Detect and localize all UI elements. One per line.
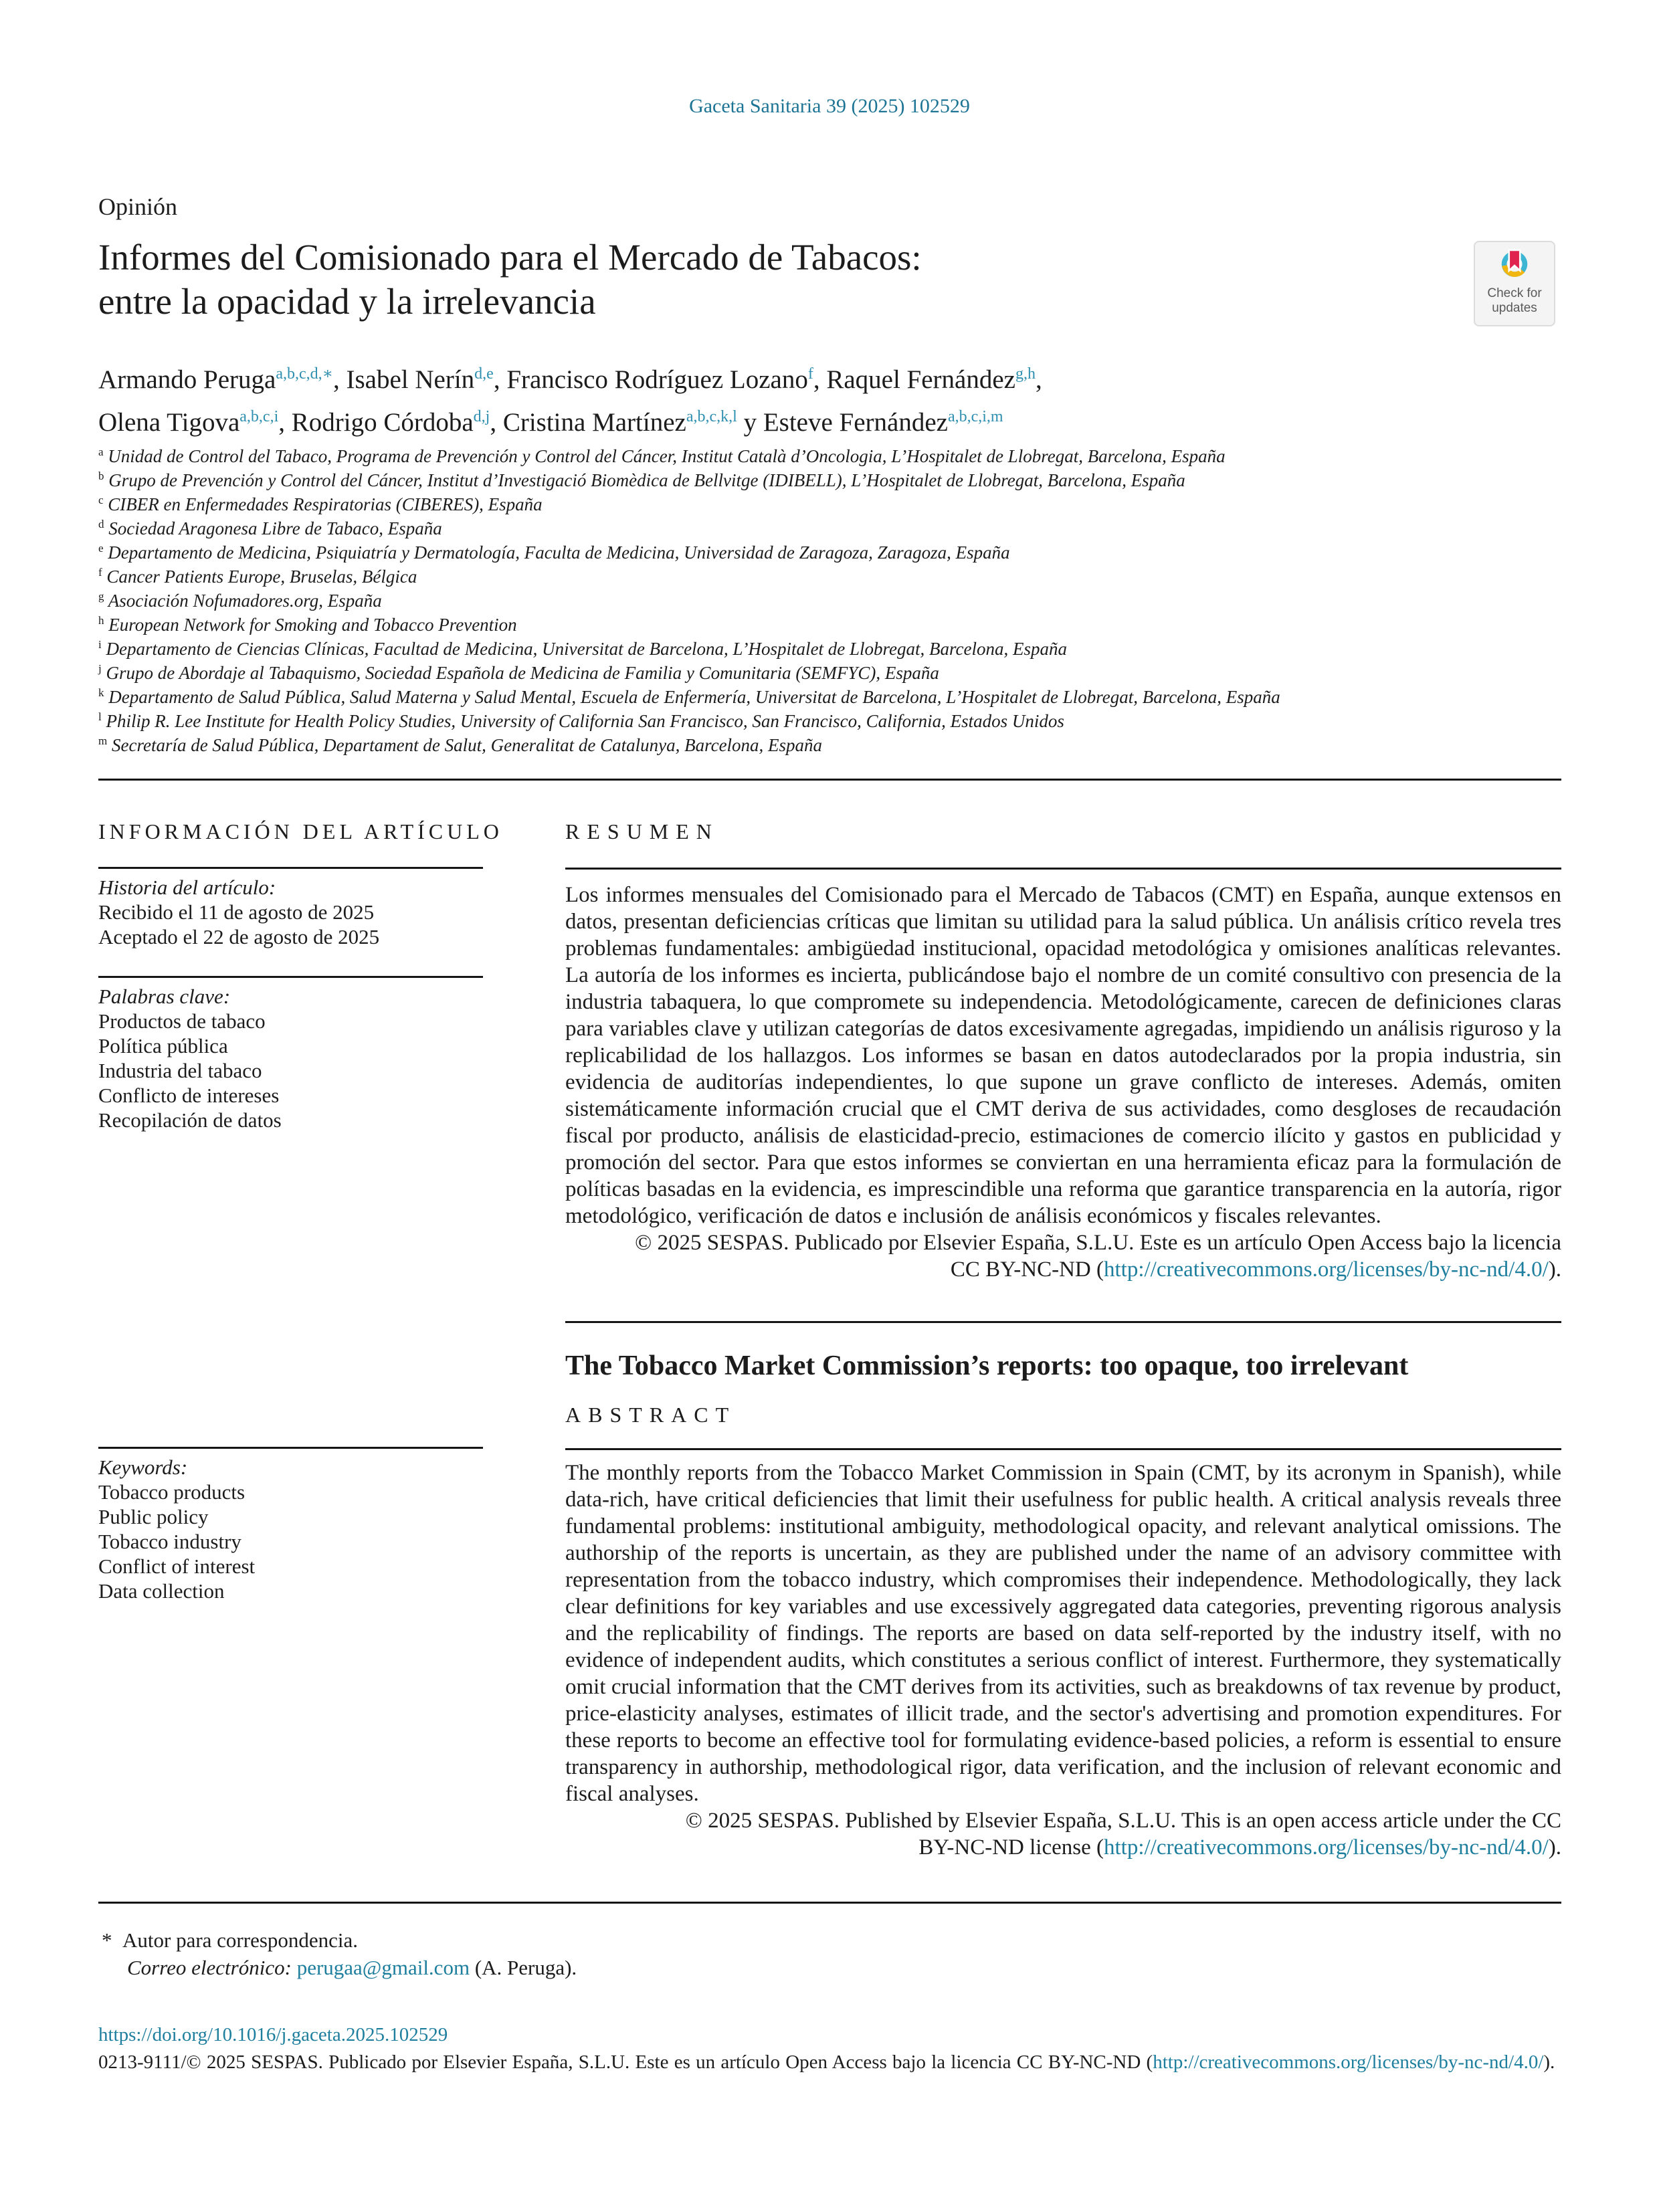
affiliation: $^f$ Cancer Patients Europe, Bruselas, Bélgica bbox=[98, 566, 417, 587]
author-affil-sup: d,e bbox=[474, 365, 494, 383]
history-received: Recibido el 11 de agosto de 2025 bbox=[98, 900, 375, 924]
history-accepted: Aceptado el 22 de agosto de 2025 bbox=[98, 925, 380, 948]
history-label: Historia del artículo: bbox=[98, 876, 276, 899]
author-affil-sup: g,h bbox=[1015, 365, 1036, 383]
affiliation: $^m$ Secretaría de Salud Pública, Departament de Salut, Generalitat de Catalunya, Barcelona, España bbox=[98, 734, 823, 755]
footnote-marker: * bbox=[102, 1928, 112, 1952]
footnote-text: Autor para correspondencia. bbox=[122, 1928, 359, 1952]
email-link[interactable]: perugaa@gmail.com bbox=[296, 1956, 470, 1979]
keyword: Public policy bbox=[98, 1505, 209, 1528]
keywords-es bbox=[98, 984, 483, 1132]
keywords-en-label: Keywords: bbox=[98, 1455, 188, 1479]
abstracts-column bbox=[565, 819, 1561, 1859]
author: Isabel Nerín bbox=[346, 365, 475, 394]
issn-copyright-line: 0213-9111/© 2025 SESPAS. Publicado por Elsevier España, S.L.U. Este es un artículo Open Access bajo la licencia CC BY-NC-ND (http://creativecommons.org/licenses/by-nc-nd/4.0/). bbox=[98, 2051, 1555, 2073]
divider bbox=[98, 976, 483, 978]
abstract-section bbox=[565, 1460, 1561, 1861]
keyword: Data collection bbox=[98, 1579, 225, 1603]
doi-link[interactable]: https://doi.org/10.1016/j.gaceta.2025.102529 bbox=[98, 2024, 448, 2045]
author-affil-sup: a,b,c,i bbox=[239, 408, 279, 425]
header-divider bbox=[98, 779, 1561, 781]
keyword: Conflicto de intereses bbox=[98, 1084, 280, 1107]
cc-license-link[interactable]: http://creativecommons.org/licenses/by-nc-nd/4.0/ bbox=[1104, 1835, 1549, 1859]
footnote-divider bbox=[98, 1902, 1561, 1904]
author: Armando Peruga bbox=[98, 365, 276, 394]
article-info-heading: INFORMACIÓN DEL ARTÍCULO bbox=[98, 819, 503, 843]
affiliation: $^d$ Sociedad Aragonesa Libre de Tabaco, España bbox=[98, 518, 442, 538]
page-footer bbox=[98, 2021, 1561, 2076]
divider bbox=[98, 1447, 483, 1449]
author-line-1: Armando Peruga$^{a,b,c,d,∗}$, Isabel Nerín$^{d,e}$, Francisco Rodríguez Lozano$^f$, Raquel Fernández$^{g,h}$, bbox=[98, 365, 1042, 394]
author-affil-sup: a,b,c,k,l bbox=[686, 408, 737, 425]
article-title-line2: entre la opacidad y la irrelevancia bbox=[98, 281, 596, 322]
keyword: Recopilación de datos bbox=[98, 1108, 282, 1132]
divider bbox=[565, 1321, 1561, 1323]
author: Cristina Martínez bbox=[502, 408, 686, 437]
affiliation: $^e$ Departamento de Medicina, Psiquiatría y Dermatología, Faculta de Medicina, Universidad de Zaragoza, Zaragoza, España bbox=[98, 542, 1010, 563]
article-info-column bbox=[98, 819, 503, 1603]
affiliation: $^j$ Grupo de Abordaje al Tabaquismo, Sociedad Española de Medicina de Familia y Comunitaria (SEMFYC), España bbox=[98, 662, 939, 683]
author-affil-sup: a,b,c,i,m bbox=[947, 408, 1003, 425]
author-affil-sup: a,b,c,d,∗ bbox=[276, 365, 333, 383]
affiliation: $^b$ Grupo de Prevención y Control del Cáncer, Institut d’Investigació Biomèdica de Bellvitge (IDIBELL), L’Hospitalet de Llobregat, Barcelona, España bbox=[98, 470, 1185, 490]
resumen-section bbox=[565, 882, 1561, 1283]
keywords-en bbox=[98, 1447, 483, 1603]
author-affil-sup: d,j bbox=[473, 408, 490, 425]
correspondence-footnote bbox=[102, 1926, 1038, 1981]
email-suffix: (A. Peruga). bbox=[470, 1956, 577, 1979]
keyword: Productos de tabaco bbox=[98, 1009, 266, 1033]
resumen-heading: RESUMEN bbox=[565, 819, 719, 843]
affiliation: $^c$ CIBER en Enfermedades Respiratorias (CIBERES), España bbox=[98, 494, 543, 514]
email-label: Correo electrónico: bbox=[127, 1956, 292, 1979]
keyword: Conflict of interest bbox=[98, 1554, 256, 1578]
keywords-es-label: Palabras clave: bbox=[98, 985, 231, 1008]
keyword: Industria del tabaco bbox=[98, 1059, 262, 1082]
keyword: Tobacco products bbox=[98, 1480, 246, 1504]
abstract-heading: ABSTRACT bbox=[565, 1403, 737, 1427]
article-title-line1: Informes del Comisionado para el Mercado de Tabacos: bbox=[98, 237, 922, 278]
author-line-2: Olena Tigova$^{a,b,c,i}$, Rodrigo Córdoba$^{d,j}$, Cristina Martínez$^{a,b,c,k,l}$ y Esteve Fernández$^{a,b,c,i,m}$ bbox=[98, 408, 1003, 437]
author: Esteve Fernández bbox=[763, 408, 948, 437]
keyword: Política pública bbox=[98, 1034, 228, 1058]
crossmark-icon bbox=[1492, 245, 1537, 286]
abstract-copyright: © 2025 SESPAS. Published by Elsevier España, S.L.U. This is an open access article under the CC BY-NC-ND license (http://creativecommons.org/licenses/by-nc-nd/4.0/). bbox=[685, 1809, 1561, 1859]
article-title bbox=[98, 235, 1369, 324]
section-label: Opinión bbox=[98, 193, 178, 220]
affiliation: $^h$ European Network for Smoking and Tobacco Prevention bbox=[98, 614, 517, 635]
author: Rodrigo Córdoba bbox=[291, 408, 474, 437]
article-history bbox=[98, 875, 483, 949]
affiliation-list bbox=[98, 444, 1561, 757]
cc-license-link[interactable]: http://creativecommons.org/licenses/by-nc-nd/4.0/ bbox=[1153, 2051, 1544, 2073]
keyword: Tobacco industry bbox=[98, 1530, 241, 1553]
check-for-updates-badge[interactable] bbox=[1474, 241, 1555, 326]
check-for-updates-label: Check for updates bbox=[1487, 286, 1542, 315]
divider bbox=[565, 1448, 1561, 1450]
resumen-copyright: © 2025 SESPAS. Publicado por Elsevier España, S.L.U. Este es un artículo Open Access bajo la licencia CC BY-NC-ND (http://creativecommons.org/licenses/by-nc-nd/4.0/). bbox=[635, 1231, 1561, 1282]
abstract-text: The monthly reports from the Tobacco Market Commission in Spain (CMT, by its acronym in Spanish), while data-rich, have critical deficiencies that limit their usefulness for public health. A critical analysis reveals three fundamental problems: institutional ambiguity, methodological opacity, and relevant analytical omissions. The authorship of the reports is uncertain, as they are published under the name of an advisory committee with representation from the tobacco industry, which compromises their independence. Methodologically, they lack clear definitions for key variables and use excessively aggregated data categories, preventing rigorous analysis and the replicability of findings. The reports are based on data self-reported by the industry itself, with no evidence of independent audits, which constitutes a serious conflict of interest. Furthermore, they systematically omit crucial information that the CMT derives from its activities, such as breakdowns of tax revenue by product, price-elasticity analyses, estimates of illicit trade, and the sector's advertising and promotion expenditures. For these reports to become an effective tool for formulating evidence-based policies, a reform is essential to ensure transparency in authorship, methodological rigor, data verification, and the inclusion of relevant economic and fiscal analyses. bbox=[565, 1461, 1561, 1806]
author: Olena Tigova bbox=[98, 408, 240, 437]
resumen-text: Los informes mensuales del Comisionado para el Mercado de Tabacos (CMT) en España, aunque extensos en datos, presentan deficiencias críticas que limitan su utilidad para la salud pública. Un análisis crítico revela tres problemas fundamentales: ambigüedad institucional, opacidad metodológica y omisiones analíticas relevantes. La autoría de los informes es incierta, publicándose bajo el nombre de un comité consultivo con presencia de la industria tabaquera, lo que compromete su independencia. Metodológicamente, carecen de definiciones claras para variables clave y utilizan categorías de datos excesivamente agregadas, impidiendo un análisis riguroso y la replicabilidad de los hallazgos. Los informes se basan en datos autodeclarados por la propia industria, sin evidencia de auditorías independientes, lo que supone un grave conflicto de intereses. Además, omiten sistemáticamente información crucial que el CMT deriva de sus actividades, como desgloses de recaudación fiscal por producto, análisis de elasticidad-precio, estimaciones de comercio ilícito y gastos en publicidad y promoción del sector. Para que estos informes se conviertan en una herramienta eficaz para la formulación de políticas basadas en la evidencia, es imprescindible una reforma que garantice transparencia en la autoría, rigor metodológico, verificación de datos e inclusión de análisis económicos y fiscales relevantes. bbox=[565, 883, 1561, 1228]
affiliation: $^k$ Departamento de Salud Pública, Salud Materna y Salud Mental, Escuela de Enfermería, Universitat de Barcelona, L’Hospitalet de Llobregat, Barcelona, España bbox=[98, 686, 1280, 707]
divider bbox=[98, 867, 483, 869]
affiliation: $^a$ Unidad de Control del Tabaco, Programa de Prevención y Control del Cáncer, Institut Català d’Oncologia, L’Hospitalet de Llobregat, Barcelona, España bbox=[98, 445, 1226, 466]
journal-reference: Gaceta Sanitaria 39 (2025) 102529 bbox=[689, 95, 970, 117]
author: Raquel Fernández bbox=[826, 365, 1015, 394]
author: Francisco Rodríguez Lozano bbox=[506, 365, 808, 394]
author-affil-sup: f bbox=[807, 365, 813, 383]
divider bbox=[565, 868, 1561, 870]
affiliation: $^i$ Departamento de Ciencias Clínicas, Facultad de Medicina, Universitat de Barcelona, L’Hospitalet de Llobregat, Barcelona, España bbox=[98, 638, 1068, 659]
cc-license-link[interactable]: http://creativecommons.org/licenses/by-nc-nd/4.0/ bbox=[1104, 1258, 1549, 1282]
affiliation: $^l$ Philip R. Lee Institute for Health Policy Studies, University of California San Francisco, San Francisco, California, Estados Unidos bbox=[98, 710, 1064, 731]
english-title: The Tobacco Market Commission’s reports: too opaque, too irrelevant bbox=[565, 1350, 1409, 1381]
author-list bbox=[98, 359, 1503, 444]
affiliation: $^g$ Asociación Nofumadores.org, España bbox=[98, 590, 382, 611]
